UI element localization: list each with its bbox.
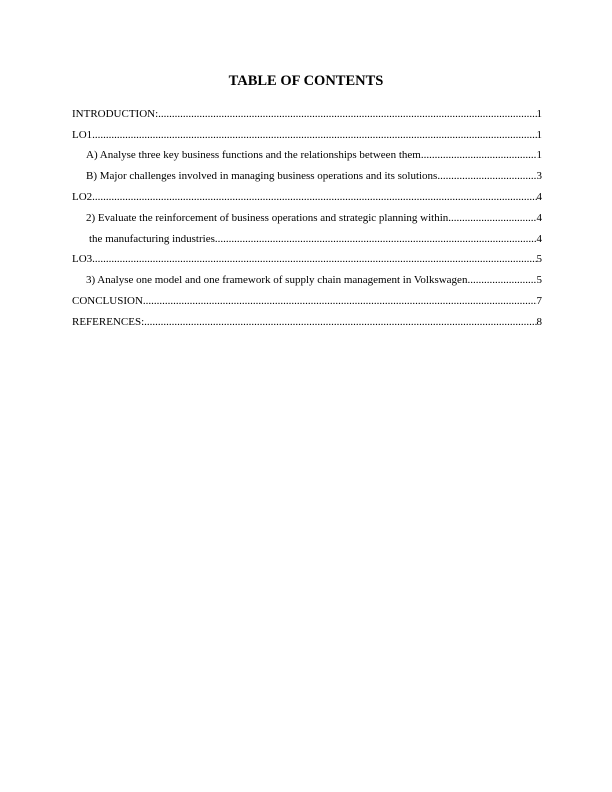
toc-entry-introduction[interactable] [72,100,542,121]
toc-entry-lo1[interactable] [72,121,542,142]
toc-dot-leader [448,211,536,225]
toc-entry-text: INTRODUCTION: [72,107,159,120]
toc-entry-lo3-3[interactable] [72,266,542,287]
toc-page-number: 3 [536,170,542,183]
toc-entry-text: LO2 [72,190,93,203]
toc-entry-lo2-2-continued[interactable] [72,225,542,246]
toc-entry-text: A) Analyse three key business functions and the relationships between them [86,149,421,162]
toc-entry-lo1-a[interactable] [72,142,542,163]
toc-dot-leader [144,315,536,329]
toc-list [72,100,542,329]
toc-entry-lo1-b[interactable] [72,162,542,183]
toc-title: TABLE OF CONTENTS [228,73,384,89]
toc-page-number: 1 [536,149,542,162]
toc-entry-text: the manufacturing industries [89,232,215,245]
toc-dot-leader [421,148,537,162]
toc-dot-leader [215,232,537,246]
toc-entry-text: 2) Evaluate the reinforcement of business operations and strategic planning within [86,211,449,224]
toc-entry-conclusion[interactable] [72,287,542,308]
toc-page-number: 8 [536,315,542,328]
toc-dot-leader [437,169,536,183]
toc-page-number: 5 [536,253,542,266]
toc-entry-references[interactable] [72,308,542,329]
toc-entry-text: CONCLUSION [72,294,143,307]
toc-dot-leader [467,273,536,287]
toc-dot-leader [143,294,537,308]
toc-entry-text: LO1 [72,128,93,141]
toc-page-number: 1 [536,107,542,120]
toc-entry-lo2[interactable] [72,183,542,204]
toc-page-number: 4 [536,232,542,245]
toc-page-number: 4 [536,190,542,203]
toc-page-number: 1 [536,128,542,141]
toc-entry-text: 3) Analyse one model and one framework of supply chain management in Volkswagen [86,274,468,287]
toc-page-number: 5 [536,274,542,287]
toc-dot-leader [92,128,536,142]
toc-entry-lo2-2[interactable] [72,204,542,225]
toc-entry-text: REFERENCES: [72,315,145,328]
toc-entry-lo3[interactable] [72,246,542,267]
toc-dot-leader [92,190,536,204]
toc-entry-text: LO3 [72,253,93,266]
toc-dot-leader [92,252,536,266]
toc-entry-text: B) Major challenges involved in managing business operations and its solutions [86,170,438,183]
toc-dot-leader [158,107,536,121]
toc-page-number: 7 [536,294,542,307]
toc-page-number: 4 [536,211,542,224]
